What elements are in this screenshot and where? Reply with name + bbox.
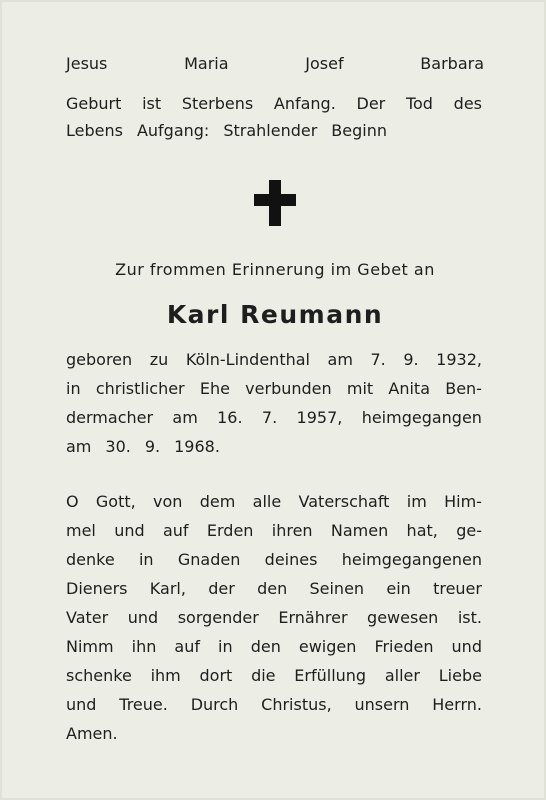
- prayer-line: Dieners Karl, der den Seinen ein treuer: [66, 579, 482, 598]
- biography-line: dermacher am 16. 7. 1957, heimgegangen: [66, 408, 482, 427]
- biography-line: in christlicher Ehe verbunden mit Anita Ben-: [66, 379, 482, 398]
- holy-name: Barbara: [420, 54, 484, 73]
- prayer-line: Nimm ihn auf in den ewigen Frieden und: [66, 637, 482, 656]
- holy-name: Maria: [184, 54, 229, 73]
- deceased-name: Karl Reumann: [166, 300, 384, 329]
- holy-name: Josef: [305, 54, 344, 73]
- prayer-line: und Treue. Durch Christus, unsern Herrn.: [66, 695, 482, 714]
- prayer-line: O Gott, von dem alle Vaterschaft im Him-: [66, 492, 482, 511]
- cross-icon: [254, 180, 296, 226]
- biography-line: geboren zu Köln-Lindenthal am 7. 9. 1932,: [66, 350, 482, 369]
- prayer-line: Vater und sorgender Ernährer gewesen ist.: [66, 608, 482, 627]
- dedication-line: Zur frommen Erinnerung im Gebet an: [115, 260, 435, 279]
- holy-names: [66, 54, 484, 74]
- prayer-line: denke in Gnaden deines heimgegangenen: [66, 550, 482, 569]
- prayer-line: mel und auf Erden ihren Namen hat, ge-: [66, 521, 482, 540]
- verse-line: Geburt ist Sterbens Anfang. Der Tod des: [66, 94, 482, 113]
- holy-name: Jesus: [66, 54, 108, 73]
- verse-line: Lebens Aufgang: Strahlender Beginn: [66, 121, 387, 140]
- prayer-line: schenke ihm dort die Erfüllung aller Liebe: [66, 666, 482, 685]
- prayer-line: Amen.: [66, 724, 118, 743]
- biography-line: am 30. 9. 1968.: [66, 437, 220, 456]
